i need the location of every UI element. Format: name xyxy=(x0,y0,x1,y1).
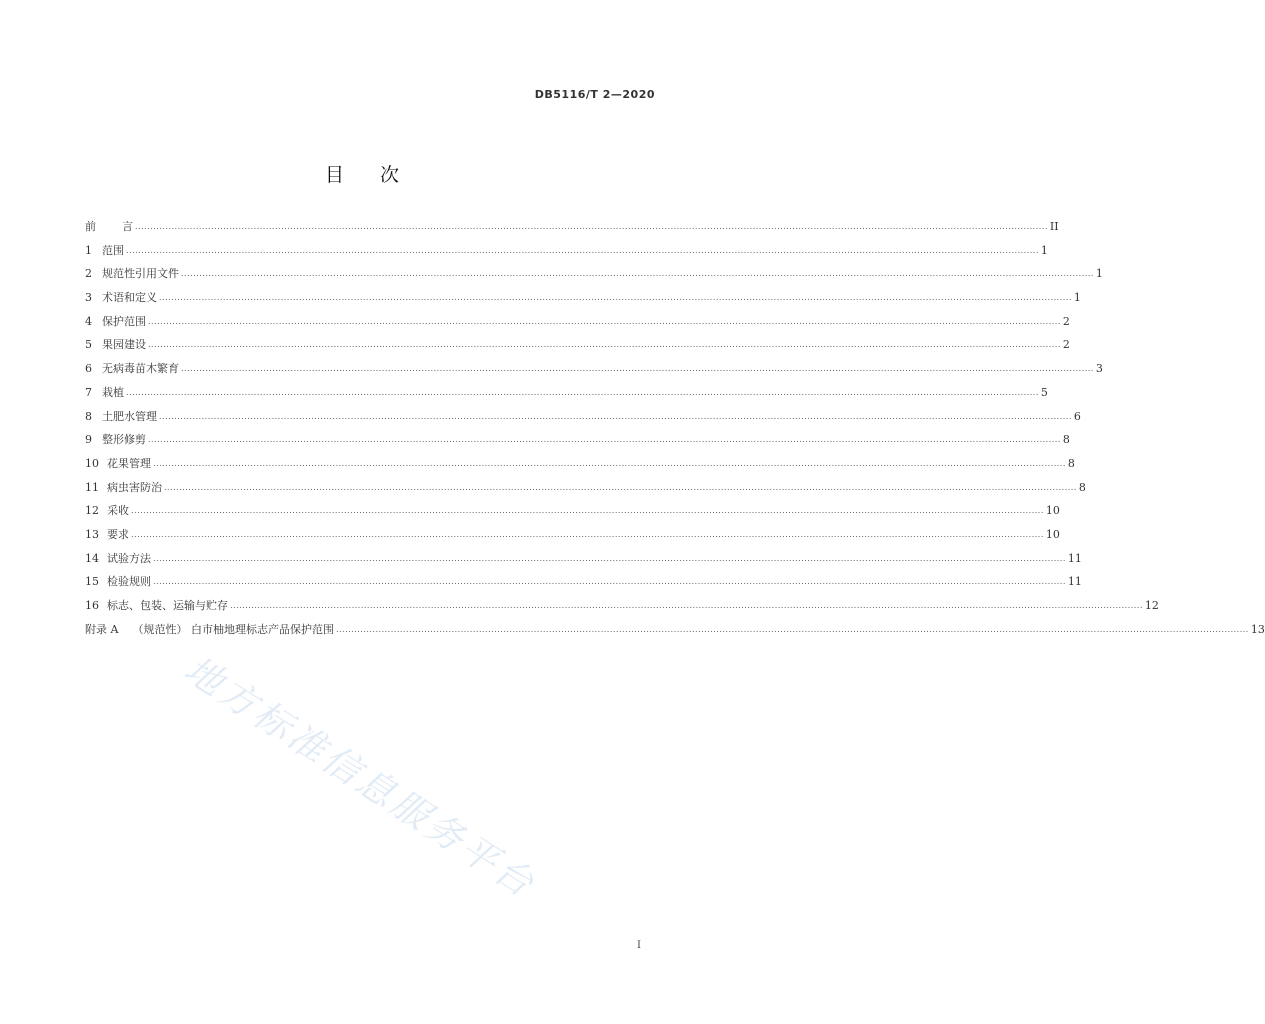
toc-entry[interactable] xyxy=(85,408,1081,432)
toc-entry-number: 12 xyxy=(85,504,99,518)
toc-leader-dots: ............................................................................................................................................................................................................................................................................................................ xyxy=(181,269,1094,279)
toc-entry-title: （规范性） 白市柚地理标志产品保护范围 xyxy=(132,622,334,636)
page-number: I xyxy=(637,940,641,951)
toc-entry[interactable] xyxy=(85,313,1070,337)
toc-leader-dots: ............................................................................................................................................................................................................................................................................................................ xyxy=(148,340,1061,350)
toc-entry-number: 8 xyxy=(85,409,92,423)
toc-entry-title: 采收 xyxy=(107,504,129,518)
toc-entry-page: 1 xyxy=(1095,267,1103,281)
toc-entry-title: 标志、包装、运输与贮存 xyxy=(107,599,228,612)
toc-entry-page: 10 xyxy=(1045,527,1060,541)
toc-entry-page: 8 xyxy=(1078,480,1086,494)
toc-entry[interactable] xyxy=(85,289,1081,313)
toc-leader-dots: ............................................................................................................................................................................................................................................................................................................ xyxy=(148,316,1061,326)
toc-leader-dots: ............................................................................................................................................................................................................................................................................................................ xyxy=(230,601,1143,610)
page-title xyxy=(0,160,724,187)
toc-entry-page: 1 xyxy=(1073,291,1081,305)
toc-entry-number: 2 xyxy=(85,267,92,281)
toc-entry[interactable] xyxy=(85,360,1103,384)
toc-entry-number: 7 xyxy=(85,385,92,399)
document-code: DB5116/T 2—2020 xyxy=(534,88,655,101)
toc-entry[interactable] xyxy=(85,526,1060,550)
toc-entry-page: 11 xyxy=(1067,551,1082,565)
toc-entry-title: 病虫害防治 xyxy=(107,480,162,494)
toc-entry-number: 附录 A xyxy=(85,622,119,636)
toc-leader-dots: ............................................................................................................................................................................................................................................................................................................ xyxy=(126,245,1039,255)
watermark: 地方标准信息服务平台 xyxy=(176,647,544,907)
toc-leader-dots: ............................................................................................................................................................................................................................................................................................................ xyxy=(131,506,1044,516)
toc-entry-number: 前 xyxy=(85,220,96,233)
toc-entry-page: 13 xyxy=(1250,622,1265,636)
toc-entry-number: 15 xyxy=(85,575,99,589)
toc-entry-page: 1 xyxy=(1040,243,1048,257)
toc-entry-page: 2 xyxy=(1062,314,1070,328)
toc-entry-page: 8 xyxy=(1062,433,1070,447)
toc-entry[interactable] xyxy=(85,550,1082,574)
toc-entry-title: 保护范围 xyxy=(102,314,146,328)
toc-entry-page: 11 xyxy=(1067,575,1082,589)
toc-entry-number: 1 xyxy=(85,243,92,257)
toc-entry[interactable] xyxy=(85,573,1082,597)
toc-entry-number: 9 xyxy=(85,433,92,447)
toc-leader-dots: ............................................................................................................................................................................................................................................................................................................ xyxy=(153,553,1066,563)
toc-entry-foreword[interactable] xyxy=(85,218,1059,242)
toc-leader-dots: ............................................................................................................................................................................................................................................................................................................ xyxy=(153,458,1066,468)
toc-entry[interactable] xyxy=(85,242,1048,266)
toc-leader-dots: ............................................................................................................................................................................................................................................................................................................ xyxy=(164,482,1077,492)
toc-entry-page: 10 xyxy=(1045,504,1060,518)
toc-entry-page: 12 xyxy=(1144,599,1159,612)
toc-entry-title: 土肥水管理 xyxy=(102,409,157,423)
toc-entry-title: 要求 xyxy=(107,527,129,541)
toc-entry[interactable] xyxy=(85,265,1103,289)
toc-entry-number: 6 xyxy=(85,362,92,376)
toc-leader-dots: ............................................................................................................................................................................................................................................................................................................ xyxy=(159,293,1072,303)
toc-entry-number: 13 xyxy=(85,527,99,541)
toc-entry-title: 花果管理 xyxy=(107,456,151,470)
toc-leader-dots: ............................................................................................................................................................................................................................................................................................................ xyxy=(335,624,1249,634)
toc-entry-title: 检验规则 xyxy=(107,575,151,589)
toc-leader-dots: ............................................................................................................................................................................................................................................................................................................ xyxy=(135,222,1048,231)
toc-entry-title: 规范性引用文件 xyxy=(102,267,179,281)
toc-leader-dots: ............................................................................................................................................................................................................................................................................................................ xyxy=(126,387,1039,397)
toc-entry-page: 8 xyxy=(1067,456,1075,470)
toc-entry-number: 3 xyxy=(85,291,92,305)
toc-entry-number: 5 xyxy=(85,338,92,352)
toc-entry-title: 整形修剪 xyxy=(102,433,146,447)
toc-entry-page: 6 xyxy=(1073,409,1081,423)
toc-entry-title: 无病毒苗木繁育 xyxy=(102,362,179,376)
toc-entry-number: 16 xyxy=(85,599,99,612)
title-char-1: 目 xyxy=(324,164,344,186)
table-of-contents xyxy=(85,218,1265,644)
toc-entry-page: 2 xyxy=(1062,338,1070,352)
toc-entry[interactable] xyxy=(85,384,1048,408)
toc-entry-title: 范围 xyxy=(102,243,124,257)
toc-entry-title: 试验方法 xyxy=(107,551,151,565)
title-char-2: 次 xyxy=(380,164,400,186)
toc-entry-page: 5 xyxy=(1040,385,1048,399)
toc-entry-number: 14 xyxy=(85,551,99,565)
toc-leader-dots: ............................................................................................................................................................................................................................................................................................................ xyxy=(153,577,1066,587)
toc-entry-appendix-a[interactable] xyxy=(85,621,1265,645)
toc-entry-number: 10 xyxy=(85,456,99,470)
toc-leader-dots: ............................................................................................................................................................................................................................................................................................................ xyxy=(131,529,1044,539)
toc-entry[interactable] xyxy=(85,479,1086,503)
toc-entry-title: 栽植 xyxy=(102,385,124,399)
toc-entry-page: II xyxy=(1049,220,1059,233)
toc-leader-dots: ............................................................................................................................................................................................................................................................................................................ xyxy=(181,364,1094,374)
toc-entry-number: 4 xyxy=(85,314,92,328)
toc-leader-dots: ............................................................................................................................................................................................................................................................................................................ xyxy=(148,435,1061,445)
toc-entry-title: 言 xyxy=(122,220,133,233)
toc-entry[interactable] xyxy=(85,455,1075,479)
toc-entry[interactable] xyxy=(85,502,1060,526)
toc-entry-number: 11 xyxy=(85,480,99,494)
toc-leader-dots: ............................................................................................................................................................................................................................................................................................................ xyxy=(159,411,1072,421)
toc-entry[interactable] xyxy=(85,597,1159,621)
toc-entry-page: 3 xyxy=(1095,362,1103,376)
toc-entry[interactable] xyxy=(85,431,1070,455)
toc-entry-title: 术语和定义 xyxy=(102,291,157,305)
toc-entry-title: 果园建设 xyxy=(102,338,146,352)
toc-entry[interactable] xyxy=(85,336,1070,360)
